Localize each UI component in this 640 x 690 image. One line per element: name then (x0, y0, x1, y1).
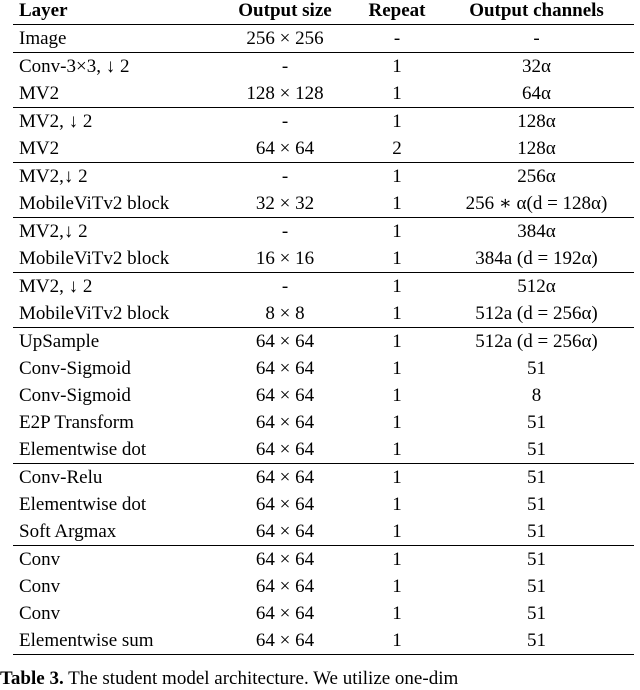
cell-output-channels: 256α (439, 163, 634, 191)
cell-repeat: 1 (392, 521, 402, 542)
table-caption (0, 668, 458, 690)
cell-output-channels: 256 ∗ α(d = 128α) (465, 193, 608, 214)
cell-output-size: - (215, 218, 355, 246)
table-row (13, 573, 634, 600)
table-row (13, 218, 634, 246)
cell-layer: MobileViTv2 block (19, 193, 170, 214)
cell-output-channels: 384α (439, 218, 634, 246)
table-row (13, 600, 634, 627)
cell-repeat: 1 (392, 494, 402, 515)
cell-output-size: 16 × 16 (255, 248, 315, 269)
cell-repeat: 1 (355, 53, 439, 81)
cell-layer: MV2, ↓ 2 (13, 108, 215, 136)
cell-output-channels: 51 (527, 576, 546, 597)
table-row (13, 546, 634, 574)
table-row (13, 436, 634, 464)
cell-layer: Elementwise dot (19, 494, 147, 515)
cell-repeat: 1 (355, 218, 439, 246)
cell-layer: MV2, ↓ 2 (13, 273, 215, 301)
architecture-table (13, 0, 634, 655)
cell-output-channels: 51 (527, 358, 546, 379)
cell-layer: Conv-3×3, ↓ 2 (13, 53, 215, 81)
cell-output-channels: 128α (439, 108, 634, 136)
cell-layer: Conv-Sigmoid (19, 358, 131, 379)
cell-output-size: 64 × 64 (255, 385, 315, 406)
cell-output-channels: 512α (439, 273, 634, 301)
cell-layer: Conv (19, 603, 61, 624)
cell-output-channels: 8 (531, 385, 542, 406)
table-row (13, 273, 634, 301)
cell-output-size: 64 × 64 (215, 627, 355, 655)
cell-output-size: 64 × 64 (255, 439, 315, 460)
cell-repeat: 1 (355, 108, 439, 136)
cell-output-size: - (215, 273, 355, 301)
table-row (13, 328, 634, 356)
cell-repeat: 1 (355, 464, 439, 492)
cell-output-channels: - (533, 28, 540, 49)
cell-output-channels: 51 (527, 521, 546, 542)
cell-repeat: 1 (392, 358, 402, 379)
cell-layer: MobileViTv2 block (19, 248, 170, 269)
cell-layer: Soft Argmax (19, 521, 117, 542)
cell-layer: Elementwise sum (13, 627, 215, 655)
table-row (13, 25, 634, 53)
cell-output-size: 64 × 64 (255, 358, 315, 379)
cell-output-channels: 512a (d = 256α) (439, 328, 634, 356)
cell-output-size: 8 × 8 (265, 303, 305, 324)
cell-layer: MV2,↓ 2 (13, 218, 215, 246)
cell-output-size: 64 × 64 (255, 576, 315, 597)
table-row (13, 245, 634, 273)
cell-layer: Image (19, 28, 67, 49)
cell-layer: MV2,↓ 2 (13, 163, 215, 191)
cell-output-channels: 51 (527, 603, 546, 624)
caption-text: The student model architecture. We utilize one-dim (63, 668, 459, 689)
cell-output-size: - (215, 53, 355, 81)
cell-output-size: 64 × 64 (215, 546, 355, 574)
cell-repeat: 1 (392, 83, 402, 104)
header-layer: Layer (19, 0, 68, 21)
cell-output-channels: 51 (527, 494, 546, 515)
cell-repeat: 1 (392, 385, 402, 406)
cell-output-channels: 51 (439, 627, 634, 655)
cell-output-channels: 32α (439, 53, 634, 81)
cell-output-size: 64 × 64 (215, 464, 355, 492)
cell-output-channels: 512a (d = 256α) (475, 303, 598, 324)
cell-output-channels: 64α (522, 83, 551, 104)
cell-layer: Conv (19, 576, 61, 597)
cell-output-size: 64 × 64 (255, 494, 315, 515)
table-row (13, 163, 634, 191)
table-body (13, 25, 634, 655)
cell-output-size: - (215, 163, 355, 191)
cell-layer: MV2 (19, 138, 60, 159)
cell-output-channels: 51 (439, 464, 634, 492)
cell-output-size: 64 × 64 (255, 603, 315, 624)
table-row (13, 491, 634, 518)
cell-repeat: 2 (392, 138, 402, 159)
table-row (13, 135, 634, 163)
table-row (13, 300, 634, 328)
table-row (13, 355, 634, 382)
cell-repeat: 1 (355, 627, 439, 655)
cell-output-size: 64 × 64 (255, 412, 315, 433)
header-output-channels: Output channels (469, 0, 604, 21)
cell-output-size: 64 × 64 (255, 138, 315, 159)
cell-layer: UpSample (13, 328, 215, 356)
cell-repeat: 1 (355, 546, 439, 574)
table-row (13, 80, 634, 108)
cell-repeat: 1 (392, 576, 402, 597)
table-row (13, 464, 634, 492)
cell-repeat: 1 (392, 439, 402, 460)
cell-output-size: 64 × 64 (215, 328, 355, 356)
cell-output-channels: 51 (527, 439, 546, 460)
table-row (13, 190, 634, 218)
cell-output-size: 32 × 32 (255, 193, 315, 214)
cell-repeat: 1 (392, 412, 402, 433)
cell-repeat: 1 (355, 273, 439, 301)
header-row (13, 0, 634, 25)
cell-output-size: 256 × 256 (246, 28, 324, 49)
table-row (13, 382, 634, 409)
header-output-size: Output size (238, 0, 332, 21)
table-row (13, 409, 634, 436)
cell-layer: Conv (13, 546, 215, 574)
cell-repeat: 1 (355, 163, 439, 191)
cell-output-channels: 384a (d = 192α) (475, 248, 598, 269)
cell-output-channels: 51 (439, 546, 634, 574)
cell-repeat: 1 (355, 328, 439, 356)
cell-repeat: 1 (392, 248, 402, 269)
cell-layer: Conv-Sigmoid (19, 385, 131, 406)
cell-output-size: 128 × 128 (246, 83, 324, 104)
table-header (13, 0, 634, 25)
cell-layer: Conv-Relu (13, 464, 215, 492)
header-repeat: Repeat (368, 0, 426, 21)
caption-label: Table 3. (0, 668, 64, 689)
cell-layer: Elementwise dot (19, 439, 147, 460)
cell-layer: MobileViTv2 block (19, 303, 170, 324)
cell-layer: E2P Transform (19, 412, 134, 433)
cell-output-size: - (215, 108, 355, 136)
cell-repeat: - (393, 28, 401, 49)
cell-layer: MV2 (19, 83, 60, 104)
cell-repeat: 1 (392, 603, 402, 624)
cell-output-channels: 128α (517, 138, 556, 159)
table-row (13, 627, 634, 655)
table-row (13, 53, 634, 81)
cell-output-channels: 51 (527, 412, 546, 433)
cell-repeat: 1 (392, 303, 402, 324)
table-row (13, 108, 634, 136)
cell-output-size: 64 × 64 (255, 521, 315, 542)
table-row (13, 518, 634, 546)
cell-repeat: 1 (392, 193, 402, 214)
